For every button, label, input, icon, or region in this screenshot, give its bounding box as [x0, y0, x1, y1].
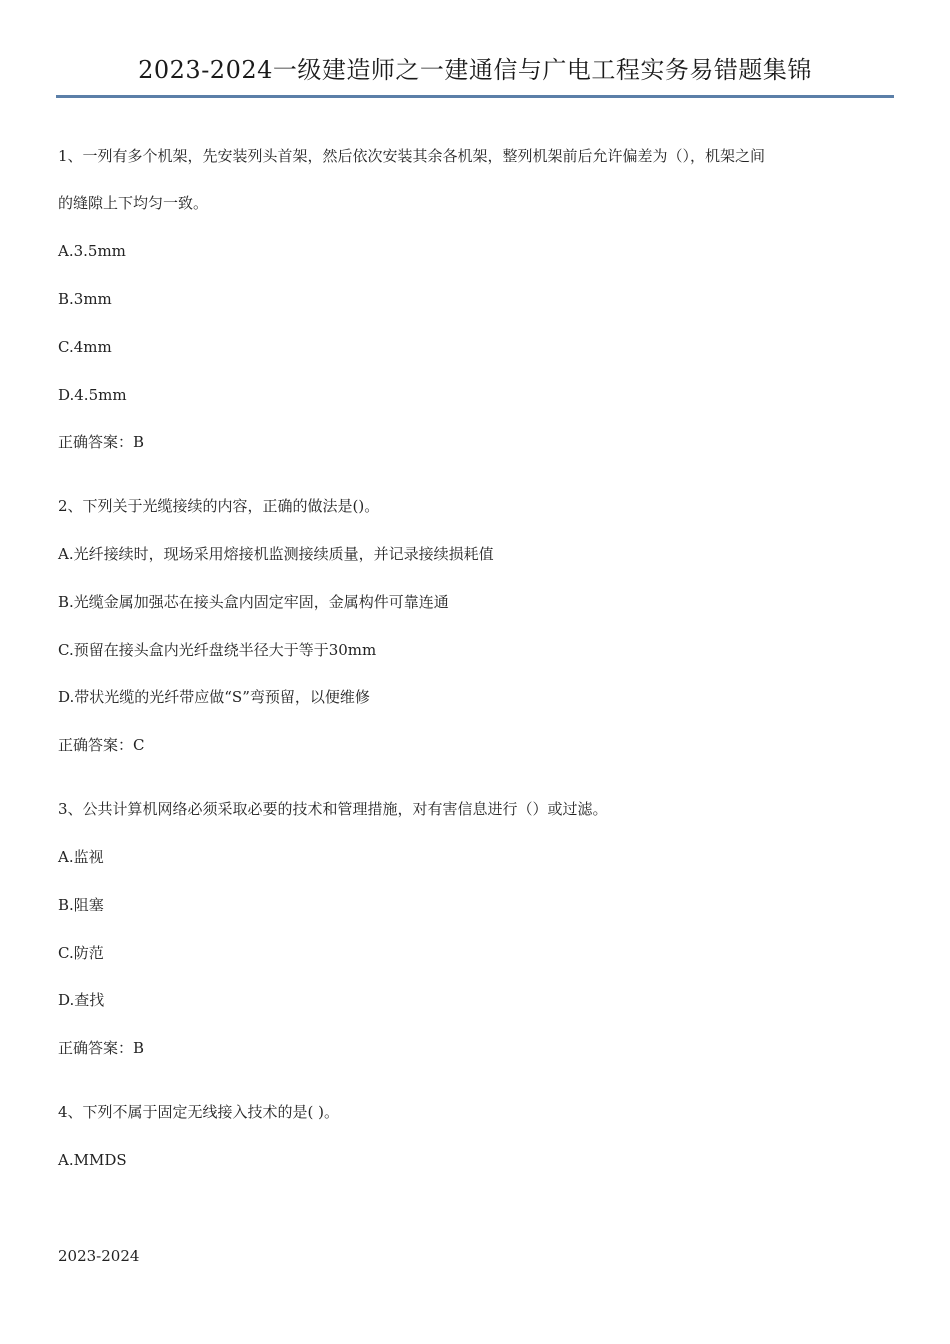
question-2-option-c: C.预留在接头盒内光纤盘绕半径大于等于30mm — [58, 641, 377, 659]
question-3-option-b: B.阻塞 — [58, 896, 104, 914]
question-1-option-c: C.4mm — [58, 338, 112, 356]
question-3-stem: 3、公共计算机网络必须采取必要的技术和管理措施，对有害信息进行（）或过滤。 — [58, 800, 608, 818]
question-2-option-d: D.带状光缆的光纤带应做“S”弯预留，以便维修 — [58, 688, 370, 706]
question-1-option-a: A.3.5mm — [58, 242, 126, 260]
question-1-stem-line-2: 的缝隙上下均匀一致。 — [58, 194, 209, 212]
question-4-stem: 4、下列不属于固定无线接入技术的是( )。 — [58, 1103, 340, 1121]
question-3-option-c: C.防范 — [58, 944, 104, 962]
document-title: 2023-2024一级建造师之一建通信与广电工程实务易错题集锦 — [138, 56, 812, 84]
question-3-option-a: A.监视 — [58, 848, 104, 866]
question-4-option-a: A.MMDS — [58, 1151, 127, 1169]
question-1-stem-line-1: 1、一列有多个机架，先安装列头首架，然后依次安装其余各机架，整列机架前后允许偏差为（），机架之间 — [58, 147, 766, 165]
question-3-answer: 正确答案：B — [58, 1039, 145, 1057]
title-divider — [56, 95, 894, 98]
question-2-stem: 2、下列关于光缆接续的内容，正确的做法是()。 — [58, 497, 380, 515]
question-2-option-a: A.光纤接续时，现场采用熔接机监测接续质量，并记录接续损耗值 — [58, 545, 494, 563]
question-1-option-b: B.3mm — [58, 290, 112, 308]
page-footer: 2023-2024 — [58, 1247, 140, 1265]
question-3-option-d: D.查找 — [58, 991, 105, 1009]
question-1-option-d: D.4.5mm — [58, 386, 127, 404]
question-2-answer: 正确答案：C — [58, 736, 145, 754]
question-1-answer: 正确答案：B — [58, 433, 145, 451]
question-2-option-b: B.光缆金属加强芯在接头盒内固定牢固，金属构件可靠连通 — [58, 593, 449, 611]
